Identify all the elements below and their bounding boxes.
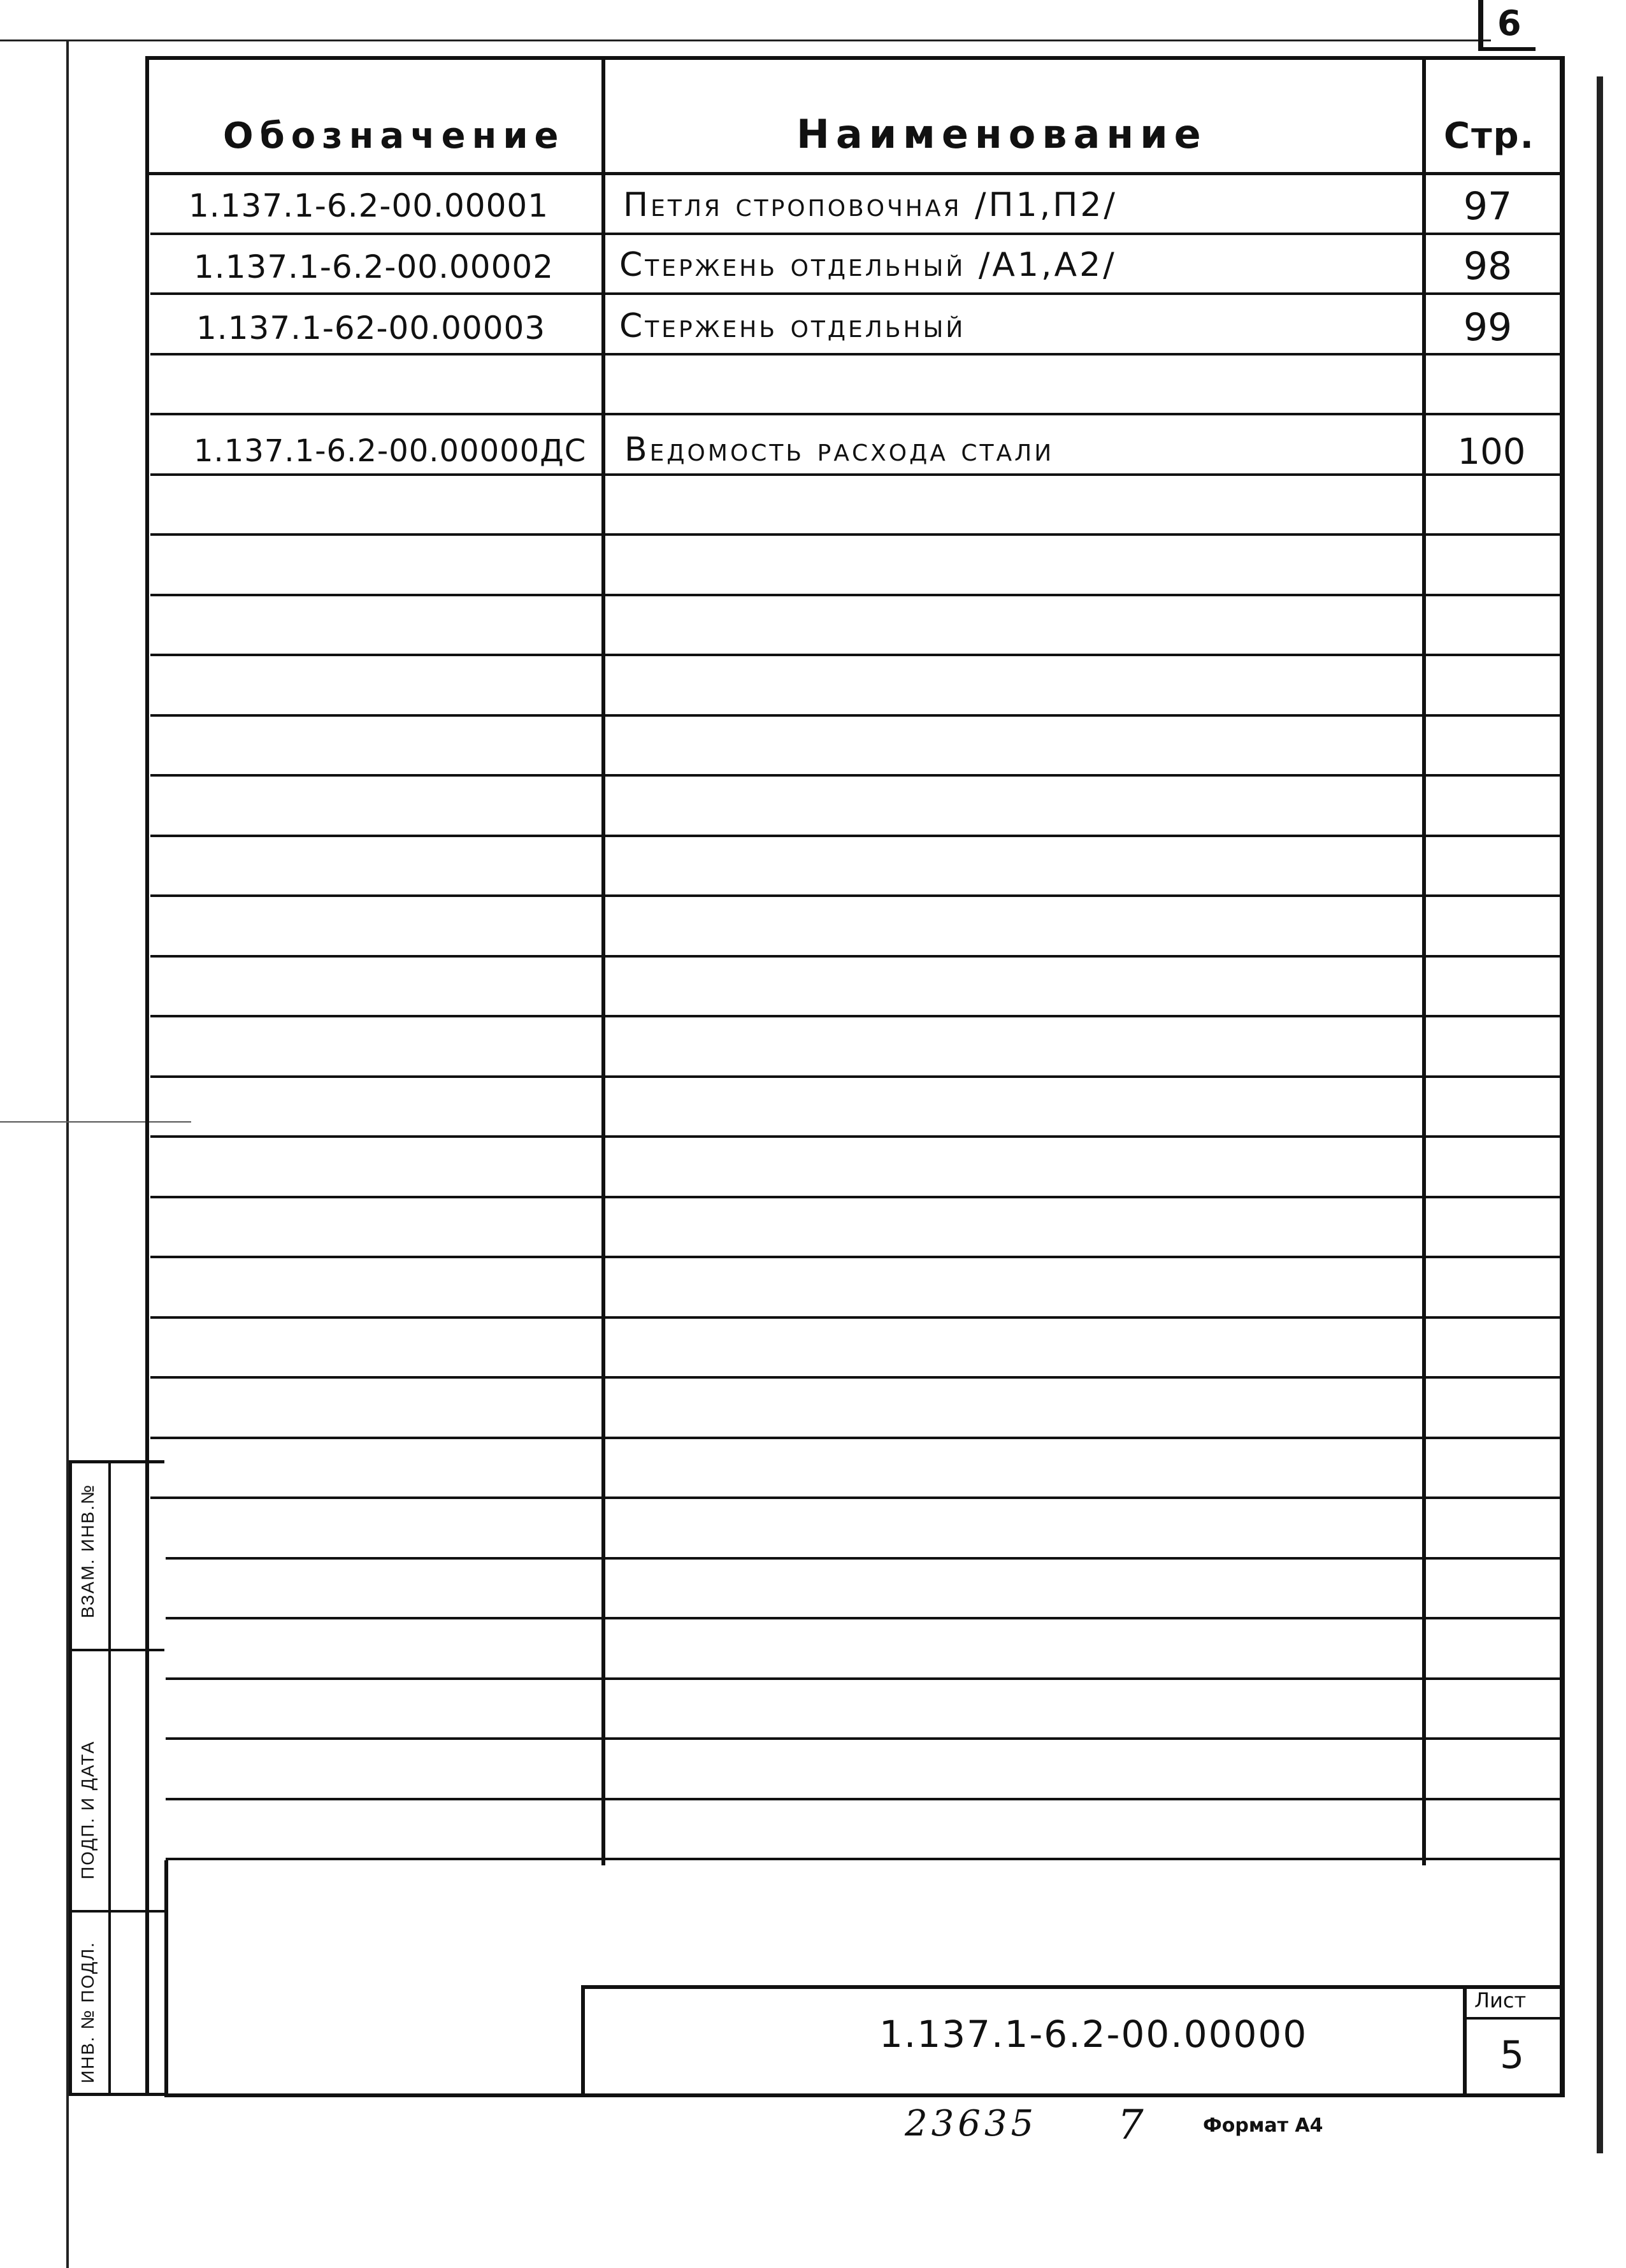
frame-left-lower	[164, 1860, 168, 2096]
row-5-designation: 1.137.1-6.2-00.00000ДС	[194, 433, 587, 469]
side-stamp-divider	[108, 1460, 111, 2096]
side-label-vzam-inv: ВЗАМ. ИНВ.№	[78, 1483, 97, 1618]
table-row-line	[166, 1858, 1562, 1860]
side-stamp-line-1	[69, 1649, 164, 1651]
archive-number: 23635	[905, 2103, 1038, 2144]
sheet-label: Лист	[1474, 1988, 1527, 2013]
table-row-line	[150, 1316, 1562, 1319]
table-row-line	[150, 1496, 1562, 1499]
table-row-line	[166, 1677, 1562, 1680]
table-row-line	[150, 292, 1562, 295]
col-sep-2	[1422, 56, 1426, 1865]
row-3-page: 99	[1463, 305, 1513, 350]
row-1-name: Петля строповочная /П1,П2/	[623, 186, 1118, 224]
table-row-line	[150, 1075, 1562, 1078]
table-row-line	[166, 1617, 1562, 1619]
header-bottom	[149, 172, 1562, 175]
table-row-line	[150, 533, 1562, 536]
table-row-line	[150, 1256, 1562, 1258]
row-3-name: Стержень отдельный	[619, 307, 966, 345]
row-1-designation: 1.137.1-6.2-00.00001	[189, 187, 549, 224]
table-row-line	[150, 894, 1562, 897]
title-block-sheet-line	[1463, 2017, 1565, 2020]
header-page: Стр.	[1444, 115, 1535, 157]
table-row-line	[150, 1015, 1562, 1017]
table-row-line	[150, 473, 1562, 476]
table-row-line	[150, 1135, 1562, 1138]
table-row-line	[150, 835, 1562, 837]
row-2-page: 98	[1463, 244, 1513, 289]
row-2-name: Стержень отдельный /А1,А2/	[619, 246, 1117, 284]
table-row-line	[166, 1798, 1562, 1800]
row-2-designation: 1.137.1-6.2-00.00002	[194, 248, 554, 285]
row-3-designation: 1.137.1-62-00.00003	[196, 310, 546, 347]
table-row-line	[150, 955, 1562, 958]
table-row-line	[150, 714, 1562, 717]
row-5-name: Ведомость расхода стали	[624, 431, 1054, 469]
title-block-divider	[1463, 1985, 1467, 2097]
table-row-line	[150, 353, 1562, 355]
table-row-line	[150, 233, 1562, 235]
table-row-line	[150, 594, 1562, 596]
sheet-mark: 6	[1497, 3, 1522, 43]
side-label-podp-data: ПОДП. И ДАТА	[78, 1740, 97, 1879]
page-right-edge	[1597, 76, 1603, 2153]
table-row-line	[150, 1437, 1562, 1439]
sheet-number: 5	[1500, 2033, 1525, 2078]
side-label-inv-podl: ИНВ. № ПОДЛ.	[78, 1941, 97, 2083]
table-row-line	[150, 1376, 1562, 1379]
document-code: 1.137.1-6.2-00.00000	[879, 2013, 1308, 2056]
table-row-line	[166, 1557, 1562, 1560]
copy-number: 7	[1118, 2102, 1144, 2149]
header-name: Наименование	[796, 111, 1207, 157]
side-stamp-line-2	[69, 1910, 164, 1913]
table-row-line	[150, 654, 1562, 656]
page-top-edge	[0, 39, 1491, 41]
table-row-line	[150, 1196, 1562, 1198]
format-label: Формат А4	[1203, 2114, 1323, 2137]
header-designation: Обозначение	[223, 115, 565, 157]
row-5-page: 100	[1457, 431, 1526, 473]
table-row-line	[166, 1737, 1562, 1740]
table-row-line	[150, 774, 1562, 777]
row-1-page: 97	[1463, 184, 1513, 229]
table-row-line	[150, 413, 1562, 415]
col-sep-1	[601, 56, 605, 1865]
